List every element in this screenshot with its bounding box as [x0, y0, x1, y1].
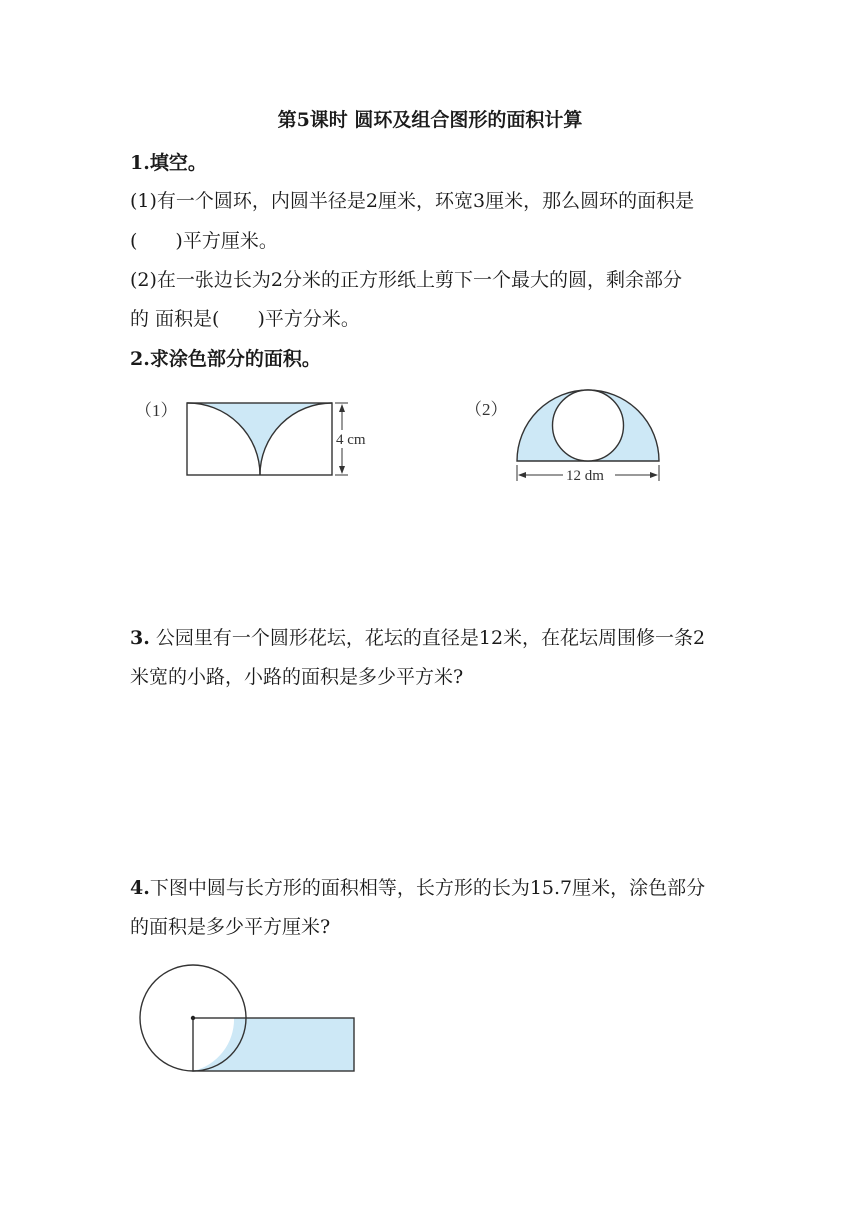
figure-1: [130, 390, 390, 490]
q3-line1: [130, 623, 705, 650]
figure-1-dim-label: 4 cm: [336, 432, 366, 448]
q4-line1: [130, 873, 705, 900]
q2-heading: 2.求涂色部分的面积。: [130, 348, 321, 370]
figure-2: [460, 385, 680, 490]
q4-text-line1: 下图中圆与长方形的面积相等，长方形的长为15.7厘米，涂色部分: [149, 877, 706, 899]
figure-4-center-dot: [191, 1016, 195, 1020]
q4-line2: 的面积是多少平方厘米?: [130, 916, 331, 938]
q1-part2-line2: 的 面积是( )平方分米。: [130, 308, 360, 330]
figure-2-dim-label: 12 dm: [566, 468, 604, 484]
q4-number: 4.: [130, 877, 150, 899]
figure-1-dim-arrow-down: [339, 466, 345, 474]
page-title: 第5课时 圆环及组合图形的面积计算: [277, 109, 583, 131]
figure-2-label: （2）: [465, 400, 508, 419]
q1-part1-line1: (1)有一个圆环，内圆半径是2厘米，环宽3厘米，那么圆环的面积是: [130, 190, 695, 212]
q1-part2-line1: (2)在一张边长为2分米的正方形纸上剪下一个最大的圆，剩余部分: [130, 269, 683, 291]
figure-2-inner-circle: [553, 390, 624, 461]
figure-4: [130, 955, 370, 1085]
figure-4-shaded-region: [193, 1018, 354, 1071]
q1-part1-line2: ( )平方厘米。: [130, 230, 278, 252]
figure-1-label: （1）: [135, 401, 178, 420]
figure-1-dim-arrow-up: [339, 404, 345, 412]
figure-2-dim-arrow-left: [518, 472, 526, 478]
figure-2-dim-arrow-right: [650, 472, 658, 478]
q3-number: 3.: [130, 627, 150, 649]
q3-line2: 米宽的小路，小路的面积是多少平方米?: [130, 666, 464, 688]
q3-text-line1: 公园里有一个圆形花坛，花坛的直径是12米，在花坛周围修一条2: [149, 627, 706, 649]
q1-heading: 1.填空。: [130, 152, 207, 174]
